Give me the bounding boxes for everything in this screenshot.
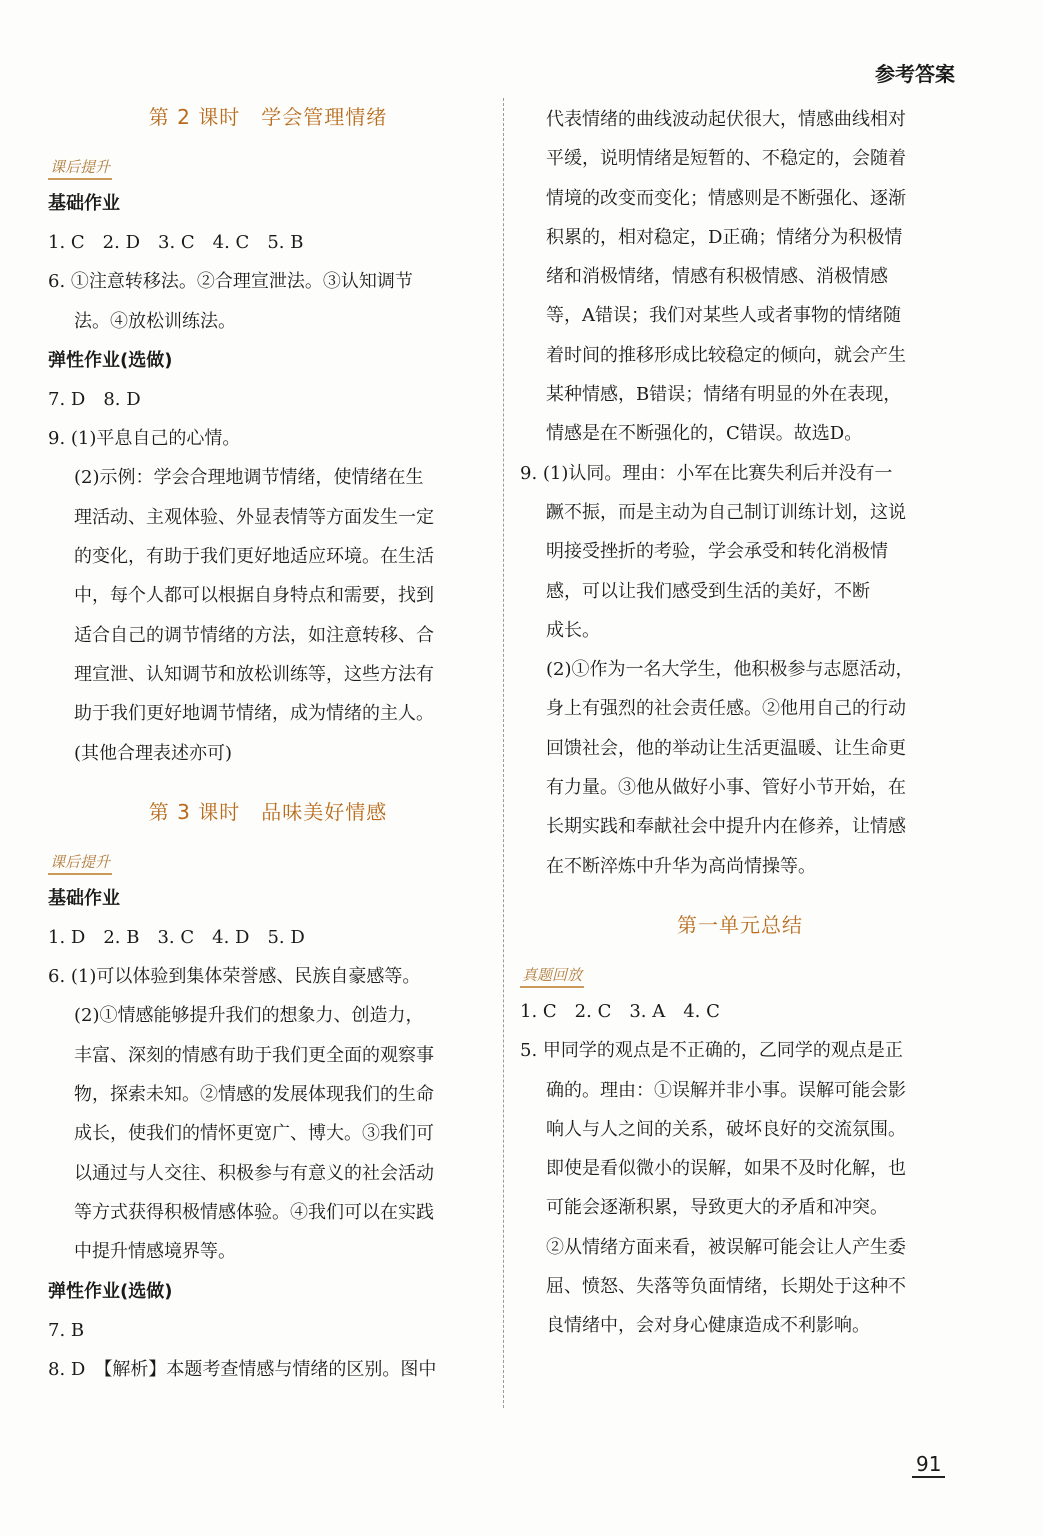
answer-line: 适合自己的调节情绪的方法，如注意转移、合: [74, 624, 434, 646]
lesson2-title: 第 2 课时 学会管理情绪: [148, 105, 388, 129]
answer-line: 助于我们更好地调节情绪，成为情绪的主人。: [74, 703, 434, 725]
lesson3-elastic-heading: 弹性作业(选做): [48, 1280, 173, 1302]
unit-summary-title: 第一单元总结: [677, 912, 803, 937]
answer-line: 的变化，有助于我们更好地适应环境。在生活: [74, 546, 434, 568]
left-column: [48, 100, 488, 1389]
answer-line: 8. D 【解析】本题考查情感与情绪的区别。图中: [48, 1358, 437, 1380]
answer-line: 长期实践和奉献社会中提升内在修养，让情感: [546, 816, 906, 838]
answer-line: 理宣泄、认知调节和放松训练等，这些方法有: [74, 663, 434, 685]
answer-line: 法。④放松训练法。: [74, 310, 236, 332]
answer-line: 绪和消极情绪，情感有积极情感、消极情感: [546, 266, 888, 288]
lesson3-tag: 课后提升: [48, 851, 112, 875]
answer-line: 即使是看似微小的误解，如果不及时化解，也: [546, 1158, 906, 1180]
answer-line: 1. C 2. D 3. C 4. C 5. B: [48, 232, 304, 253]
answer-line: 9. (1)平息自己的心情。: [48, 428, 241, 450]
answer-line: 蹶不振，而是主动为自己制订训练计划，这说: [546, 501, 906, 523]
answer-line: 可能会逐渐积累，导致更大的矛盾和冲突。: [546, 1197, 888, 1219]
answer-line: 6. ①注意转移法。②合理宣泄法。③认知调节: [48, 271, 413, 293]
answer-line: 某种情感，B错误；情绪有明显的外在表现，: [546, 384, 902, 406]
answer-line: 7. B: [48, 1319, 85, 1341]
answer-line: 以通过与人交往、积极参与有意义的社会活动: [74, 1162, 434, 1184]
answer-line: 身上有强烈的社会责任感。②他用自己的行动: [546, 698, 906, 720]
answer-line: 物，探索未知。②情感的发展体现我们的生命: [74, 1084, 434, 1106]
answer-line: 丰富、深刻的情感有助于我们更全面的观察事: [74, 1044, 434, 1066]
answer-line: 情境的改变而变化；情感则是不断强化、逐渐: [546, 187, 906, 209]
answer-line: 在不断淬炼中升华为高尚情操等。: [546, 855, 816, 877]
answer-line: 成长。: [546, 619, 600, 641]
answer-line: 响人与人之间的关系，破坏良好的交流氛围。: [546, 1118, 906, 1140]
page-number: 91: [912, 1452, 945, 1478]
lesson2-basic-heading: 基础作业: [48, 193, 120, 214]
answer-line: 理活动、主观体验、外显表情等方面发生一定: [74, 506, 434, 528]
right-column: [520, 100, 960, 1346]
answer-line: 中提升情感境界等。: [74, 1241, 236, 1263]
unit-tag: 真题回放: [520, 964, 584, 988]
answer-line: 情感是在不断强化的，C错误。故选D。: [546, 423, 863, 445]
lesson2-elastic-heading: 弹性作业(选做): [48, 349, 173, 371]
answer-line: 代表情绪的曲线波动起伏很大，情感曲线相对: [546, 109, 906, 130]
answer-line: 1. C 2. C 3. A 4. C: [520, 1000, 720, 1022]
answer-line: 1. D 2. B 3. C 4. D 5. D: [48, 926, 305, 948]
answer-line: 积累的，相对稳定，D正确；情绪分为积极情: [546, 226, 903, 248]
answer-line: (2)①情感能够提升我们的想象力、创造力，: [74, 1005, 424, 1027]
answer-line: 回馈社会，他的举动让生活更温暖、让生命更: [546, 737, 906, 759]
answer-line: 等，A错误；我们对某些人或者事物的情绪随: [546, 305, 901, 327]
answer-line: 平缓，说明情绪是短暂的、不稳定的，会随着: [546, 148, 906, 170]
column-divider: [503, 98, 504, 1408]
answer-line: 确的。理由：①误解并非小事。误解可能会影: [546, 1079, 906, 1101]
answer-line: 良情绪中，会对身心健康造成不利影响。: [546, 1315, 870, 1337]
lesson3-title: 第 3 课时 品味美好情感: [148, 799, 388, 824]
answer-line: 7. D 8. D: [48, 388, 141, 410]
answer-line: 中，每个人都可以根据自身特点和需要，找到: [74, 585, 434, 607]
answer-line: 感，可以让我们感受到生活的美好，不断: [546, 580, 870, 602]
answer-line: 5. 甲同学的观点是不正确的，乙同学的观点是正: [520, 1040, 903, 1062]
answer-line: 等方式获得积极情感体验。④我们可以在实践: [74, 1201, 434, 1223]
answer-line: 6. (1)可以体验到集体荣誉感、民族自豪感等。: [48, 966, 421, 988]
lesson3-basic-heading: 基础作业: [48, 887, 120, 909]
answer-line: 屈、愤怒、失落等负面情绪，长期处于这种不: [546, 1276, 906, 1298]
answer-line: ②从情绪方面来看，被误解可能会让人产生委: [546, 1236, 906, 1258]
lesson2-tag: 课后提升: [48, 156, 112, 180]
answer-line: 着时间的推移形成比较稳定的倾向，就会产生: [546, 344, 906, 366]
answer-line: 有力量。③他从做好小事、管好小节开始，在: [546, 777, 906, 799]
answer-line: 成长，使我们的情怀更宽广、博大。③我们可: [74, 1123, 434, 1145]
answer-line: (2)①作为一名大学生，他积极参与志愿活动，: [546, 659, 914, 681]
answer-line: 9. (1)认同。理由：小军在比赛失利后并没有一: [520, 462, 893, 484]
answer-line: 明接受挫折的考验，学会承受和转化消极情: [546, 541, 888, 563]
page-header: 参考答案: [875, 62, 955, 86]
answer-line: (2)示例：学会合理地调节情绪，使情绪在生: [74, 467, 424, 489]
answer-line: (其他合理表述亦可): [74, 742, 233, 764]
